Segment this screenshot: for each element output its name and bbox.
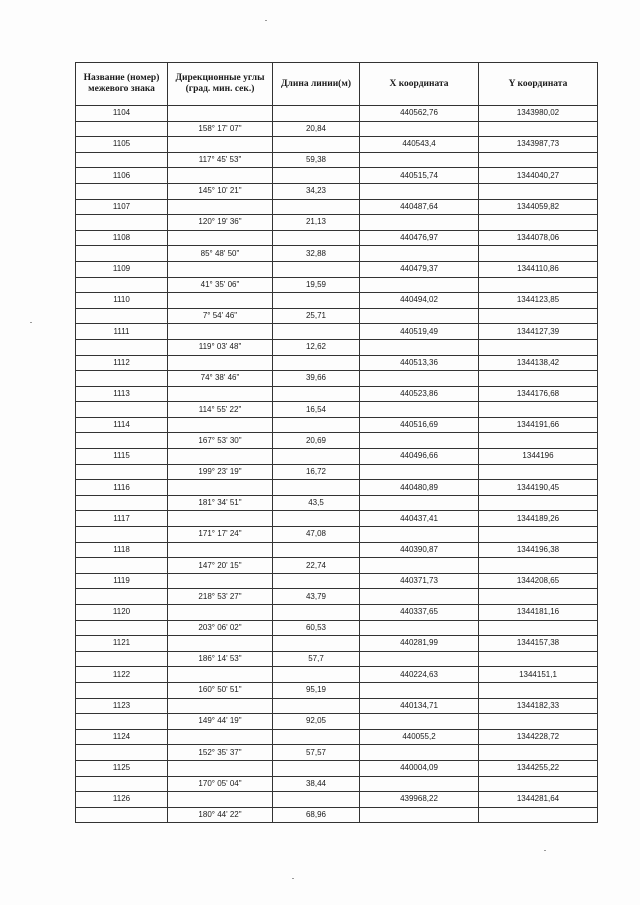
angle-cell: 158° 17' 07" [168, 121, 273, 137]
angle-cell: 147° 20' 15" [168, 558, 273, 574]
table-row [76, 480, 598, 496]
table-row [76, 121, 598, 137]
length-cell: 92,05 [273, 714, 360, 730]
table-row [76, 589, 598, 605]
table-row [76, 464, 598, 480]
table-row [76, 636, 598, 652]
empty-cell [273, 199, 360, 215]
y-coordinate-cell: 1344228,72 [479, 729, 598, 745]
empty-cell [360, 215, 479, 231]
x-coordinate-cell: 440004,09 [360, 760, 479, 776]
angle-cell: 149° 44' 19" [168, 714, 273, 730]
empty-cell [273, 355, 360, 371]
y-coordinate-cell: 1343987,73 [479, 137, 598, 153]
empty-cell [479, 339, 598, 355]
x-coordinate-cell: 440337,65 [360, 605, 479, 621]
angle-cell: 180° 44' 22" [168, 807, 273, 823]
empty-cell [360, 152, 479, 168]
angle-cell: 152° 35' 37" [168, 745, 273, 761]
empty-cell [76, 464, 168, 480]
table-row [76, 542, 598, 558]
point-name-cell: 1106 [76, 168, 168, 184]
empty-cell [360, 807, 479, 823]
empty-cell [273, 667, 360, 683]
empty-cell [360, 464, 479, 480]
length-cell: 19,59 [273, 277, 360, 293]
empty-cell [76, 714, 168, 730]
empty-cell [168, 199, 273, 215]
length-cell: 12,62 [273, 339, 360, 355]
empty-cell [168, 386, 273, 402]
length-cell: 21,13 [273, 215, 360, 231]
empty-cell [76, 152, 168, 168]
empty-cell [479, 152, 598, 168]
empty-cell [360, 433, 479, 449]
empty-cell [479, 433, 598, 449]
x-coordinate-cell: 440281,99 [360, 636, 479, 652]
empty-cell [76, 527, 168, 543]
table-row [76, 152, 598, 168]
empty-cell [168, 293, 273, 309]
empty-cell [360, 339, 479, 355]
empty-cell [360, 589, 479, 605]
x-coordinate-cell: 440523,86 [360, 386, 479, 402]
empty-cell [273, 449, 360, 465]
empty-cell [273, 792, 360, 808]
y-coordinate-cell: 1344123,85 [479, 293, 598, 309]
empty-cell [76, 682, 168, 698]
empty-cell [76, 745, 168, 761]
empty-cell [76, 277, 168, 293]
x-coordinate-cell: 440496,66 [360, 449, 479, 465]
x-coordinate-cell: 440513,36 [360, 355, 479, 371]
point-name-cell: 1121 [76, 636, 168, 652]
empty-cell [168, 698, 273, 714]
empty-cell [168, 729, 273, 745]
point-name-cell: 1122 [76, 667, 168, 683]
empty-cell [168, 760, 273, 776]
table-row [76, 308, 598, 324]
empty-cell [360, 308, 479, 324]
empty-cell [479, 371, 598, 387]
length-cell: 25,71 [273, 308, 360, 324]
empty-cell [360, 183, 479, 199]
empty-cell [360, 121, 479, 137]
empty-cell [479, 776, 598, 792]
point-name-cell: 1115 [76, 449, 168, 465]
point-name-cell: 1111 [76, 324, 168, 340]
empty-cell [76, 183, 168, 199]
length-cell: 38,44 [273, 776, 360, 792]
empty-cell [479, 558, 598, 574]
scan-speck [265, 20, 267, 21]
empty-cell [479, 402, 598, 418]
table-row [76, 106, 598, 122]
length-cell: 57,7 [273, 651, 360, 667]
table-row [76, 183, 598, 199]
empty-cell [168, 480, 273, 496]
y-coordinate-cell: 1344181,16 [479, 605, 598, 621]
x-coordinate-cell: 440487,64 [360, 199, 479, 215]
length-cell: 43,79 [273, 589, 360, 605]
empty-cell [76, 651, 168, 667]
empty-cell [360, 277, 479, 293]
table-row [76, 168, 598, 184]
angle-cell: 218° 53' 27" [168, 589, 273, 605]
empty-cell [76, 121, 168, 137]
empty-cell [168, 261, 273, 277]
header-row [76, 63, 598, 106]
empty-cell [360, 558, 479, 574]
empty-cell [76, 433, 168, 449]
header-length: Длина линии(м) [273, 63, 360, 106]
empty-cell [360, 776, 479, 792]
empty-cell [479, 183, 598, 199]
x-coordinate-cell: 440516,69 [360, 417, 479, 433]
empty-cell [273, 417, 360, 433]
empty-cell [273, 573, 360, 589]
angle-cell: 41° 35' 06" [168, 277, 273, 293]
scan-speck [30, 322, 32, 323]
point-name-cell: 1120 [76, 605, 168, 621]
angle-cell: 199° 23' 19" [168, 464, 273, 480]
y-coordinate-cell: 1344255,22 [479, 760, 598, 776]
x-coordinate-cell: 440479,37 [360, 261, 479, 277]
header-x: X координата [360, 63, 479, 106]
empty-cell [273, 386, 360, 402]
empty-cell [168, 106, 273, 122]
length-cell: 34,23 [273, 183, 360, 199]
empty-cell [360, 246, 479, 262]
y-coordinate-cell: 1344189,26 [479, 511, 598, 527]
x-coordinate-cell: 440390,87 [360, 542, 479, 558]
empty-cell [168, 417, 273, 433]
table-row [76, 386, 598, 402]
length-cell: 47,08 [273, 527, 360, 543]
empty-cell [273, 636, 360, 652]
empty-cell [479, 527, 598, 543]
length-cell: 68,96 [273, 807, 360, 823]
x-coordinate-cell: 440494,02 [360, 293, 479, 309]
length-cell: 20,84 [273, 121, 360, 137]
empty-cell [273, 168, 360, 184]
x-coordinate-cell: 440224,63 [360, 667, 479, 683]
y-coordinate-cell: 1344208,65 [479, 573, 598, 589]
empty-cell [360, 495, 479, 511]
table-row [76, 433, 598, 449]
empty-cell [273, 230, 360, 246]
empty-cell [273, 137, 360, 153]
scan-speck [292, 878, 294, 879]
y-coordinate-cell: 1344040,27 [479, 168, 598, 184]
empty-cell [273, 480, 360, 496]
empty-cell [360, 527, 479, 543]
empty-cell [479, 807, 598, 823]
y-coordinate-cell: 1344127,39 [479, 324, 598, 340]
table-row [76, 339, 598, 355]
y-coordinate-cell: 1344110,86 [479, 261, 598, 277]
point-name-cell: 1105 [76, 137, 168, 153]
empty-cell [168, 324, 273, 340]
table-row [76, 355, 598, 371]
x-coordinate-cell: 440055,2 [360, 729, 479, 745]
point-name-cell: 1108 [76, 230, 168, 246]
empty-cell [76, 558, 168, 574]
y-coordinate-cell: 1344078,06 [479, 230, 598, 246]
table-row [76, 293, 598, 309]
empty-cell [76, 620, 168, 636]
length-cell: 32,88 [273, 246, 360, 262]
empty-cell [479, 682, 598, 698]
empty-cell [479, 277, 598, 293]
length-cell: 16,54 [273, 402, 360, 418]
empty-cell [273, 605, 360, 621]
x-coordinate-cell: 439968,22 [360, 792, 479, 808]
table-row [76, 682, 598, 698]
point-name-cell: 1109 [76, 261, 168, 277]
x-coordinate-cell: 440134,71 [360, 698, 479, 714]
table-row [76, 402, 598, 418]
angle-cell: 117° 45' 53" [168, 152, 273, 168]
angle-cell: 145° 10' 21" [168, 183, 273, 199]
empty-cell [76, 371, 168, 387]
angle-cell: 74° 38' 46" [168, 371, 273, 387]
table-row [76, 230, 598, 246]
empty-cell [76, 402, 168, 418]
angle-cell: 186° 14' 53" [168, 651, 273, 667]
empty-cell [479, 714, 598, 730]
empty-cell [360, 682, 479, 698]
point-name-cell: 1125 [76, 760, 168, 776]
length-cell: 22,74 [273, 558, 360, 574]
length-cell: 16,72 [273, 464, 360, 480]
table-row [76, 324, 598, 340]
empty-cell [360, 402, 479, 418]
table-row [76, 776, 598, 792]
y-coordinate-cell: 1344196 [479, 449, 598, 465]
x-coordinate-cell: 440562,76 [360, 106, 479, 122]
empty-cell [479, 745, 598, 761]
header-angles: Дирекционные углы (град. мин. сек.) [168, 63, 273, 106]
y-coordinate-cell: 1344138,42 [479, 355, 598, 371]
angle-cell: 160° 50' 51" [168, 682, 273, 698]
point-name-cell: 1118 [76, 542, 168, 558]
empty-cell [479, 495, 598, 511]
x-coordinate-cell: 440543,4 [360, 137, 479, 153]
angle-cell: 7° 54' 46" [168, 308, 273, 324]
empty-cell [168, 449, 273, 465]
angle-cell: 120° 19' 36" [168, 215, 273, 231]
header-name: Название (номер) межевого знака [76, 63, 168, 106]
empty-cell [273, 261, 360, 277]
length-cell: 57,57 [273, 745, 360, 761]
empty-cell [168, 636, 273, 652]
x-coordinate-cell: 440371,73 [360, 573, 479, 589]
point-name-cell: 1113 [76, 386, 168, 402]
point-name-cell: 1126 [76, 792, 168, 808]
table-row [76, 667, 598, 683]
table-row [76, 511, 598, 527]
angle-cell: 203° 06' 02" [168, 620, 273, 636]
empty-cell [76, 308, 168, 324]
x-coordinate-cell: 440437,41 [360, 511, 479, 527]
point-name-cell: 1117 [76, 511, 168, 527]
table-row [76, 573, 598, 589]
empty-cell [479, 308, 598, 324]
table-row [76, 277, 598, 293]
point-name-cell: 1119 [76, 573, 168, 589]
length-cell: 95,19 [273, 682, 360, 698]
point-name-cell: 1104 [76, 106, 168, 122]
x-coordinate-cell: 440480,89 [360, 480, 479, 496]
empty-cell [76, 339, 168, 355]
empty-cell [168, 230, 273, 246]
empty-cell [168, 792, 273, 808]
table-row [76, 605, 598, 621]
x-coordinate-cell: 440476,97 [360, 230, 479, 246]
point-name-cell: 1124 [76, 729, 168, 745]
point-name-cell: 1123 [76, 698, 168, 714]
empty-cell [168, 667, 273, 683]
empty-cell [273, 511, 360, 527]
table-row [76, 246, 598, 262]
empty-cell [479, 464, 598, 480]
empty-cell [76, 776, 168, 792]
point-name-cell: 1107 [76, 199, 168, 215]
empty-cell [273, 324, 360, 340]
header-y: Y координата [479, 63, 598, 106]
y-coordinate-cell: 1344151,1 [479, 667, 598, 683]
empty-cell [479, 121, 598, 137]
scan-speck [544, 850, 546, 851]
empty-cell [273, 542, 360, 558]
table-row [76, 417, 598, 433]
angle-cell: 85° 48' 50" [168, 246, 273, 262]
y-coordinate-cell: 1344059,82 [479, 199, 598, 215]
table-row [76, 137, 598, 153]
y-coordinate-cell: 1344196,38 [479, 542, 598, 558]
table-row [76, 371, 598, 387]
point-name-cell: 1110 [76, 293, 168, 309]
empty-cell [273, 729, 360, 745]
empty-cell [76, 215, 168, 231]
empty-cell [360, 745, 479, 761]
empty-cell [168, 137, 273, 153]
y-coordinate-cell: 1344157,38 [479, 636, 598, 652]
length-cell: 20,69 [273, 433, 360, 449]
empty-cell [479, 215, 598, 231]
x-coordinate-cell: 440519,49 [360, 324, 479, 340]
table-row [76, 449, 598, 465]
point-name-cell: 1112 [76, 355, 168, 371]
table-row [76, 651, 598, 667]
angle-cell: 119° 03' 48" [168, 339, 273, 355]
point-name-cell: 1116 [76, 480, 168, 496]
table-row [76, 527, 598, 543]
table-row [76, 714, 598, 730]
angle-cell: 167° 53' 30" [168, 433, 273, 449]
length-cell: 43,5 [273, 495, 360, 511]
y-coordinate-cell: 1343980,02 [479, 106, 598, 122]
table-row [76, 698, 598, 714]
table-row [76, 199, 598, 215]
empty-cell [168, 511, 273, 527]
table-row [76, 792, 598, 808]
empty-cell [360, 651, 479, 667]
table-row [76, 807, 598, 823]
y-coordinate-cell: 1344176,68 [479, 386, 598, 402]
table-body [76, 106, 598, 823]
empty-cell [273, 698, 360, 714]
empty-cell [76, 495, 168, 511]
y-coordinate-cell: 1344182,33 [479, 698, 598, 714]
empty-cell [168, 573, 273, 589]
empty-cell [76, 589, 168, 605]
empty-cell [360, 371, 479, 387]
empty-cell [273, 293, 360, 309]
angle-cell: 181° 34' 51" [168, 495, 273, 511]
table-row [76, 495, 598, 511]
empty-cell [168, 355, 273, 371]
empty-cell [273, 106, 360, 122]
angle-cell: 170° 05' 04" [168, 776, 273, 792]
coordinates-table [75, 62, 598, 823]
empty-cell [168, 605, 273, 621]
empty-cell [479, 620, 598, 636]
angle-cell: 114° 55' 22" [168, 402, 273, 418]
empty-cell [360, 620, 479, 636]
table-row [76, 729, 598, 745]
table-row [76, 620, 598, 636]
y-coordinate-cell: 1344190,45 [479, 480, 598, 496]
empty-cell [479, 589, 598, 605]
empty-cell [168, 168, 273, 184]
table-row [76, 760, 598, 776]
length-cell: 39,66 [273, 371, 360, 387]
angle-cell: 171° 17' 24" [168, 527, 273, 543]
empty-cell [360, 714, 479, 730]
empty-cell [168, 542, 273, 558]
table-row [76, 215, 598, 231]
point-name-cell: 1114 [76, 417, 168, 433]
x-coordinate-cell: 440515,74 [360, 168, 479, 184]
empty-cell [76, 807, 168, 823]
table-row [76, 745, 598, 761]
empty-cell [273, 760, 360, 776]
y-coordinate-cell: 1344281,64 [479, 792, 598, 808]
table-row [76, 261, 598, 277]
empty-cell [76, 246, 168, 262]
empty-cell [479, 246, 598, 262]
length-cell: 60,53 [273, 620, 360, 636]
length-cell: 59,38 [273, 152, 360, 168]
empty-cell [479, 651, 598, 667]
table-row [76, 558, 598, 574]
y-coordinate-cell: 1344191,66 [479, 417, 598, 433]
